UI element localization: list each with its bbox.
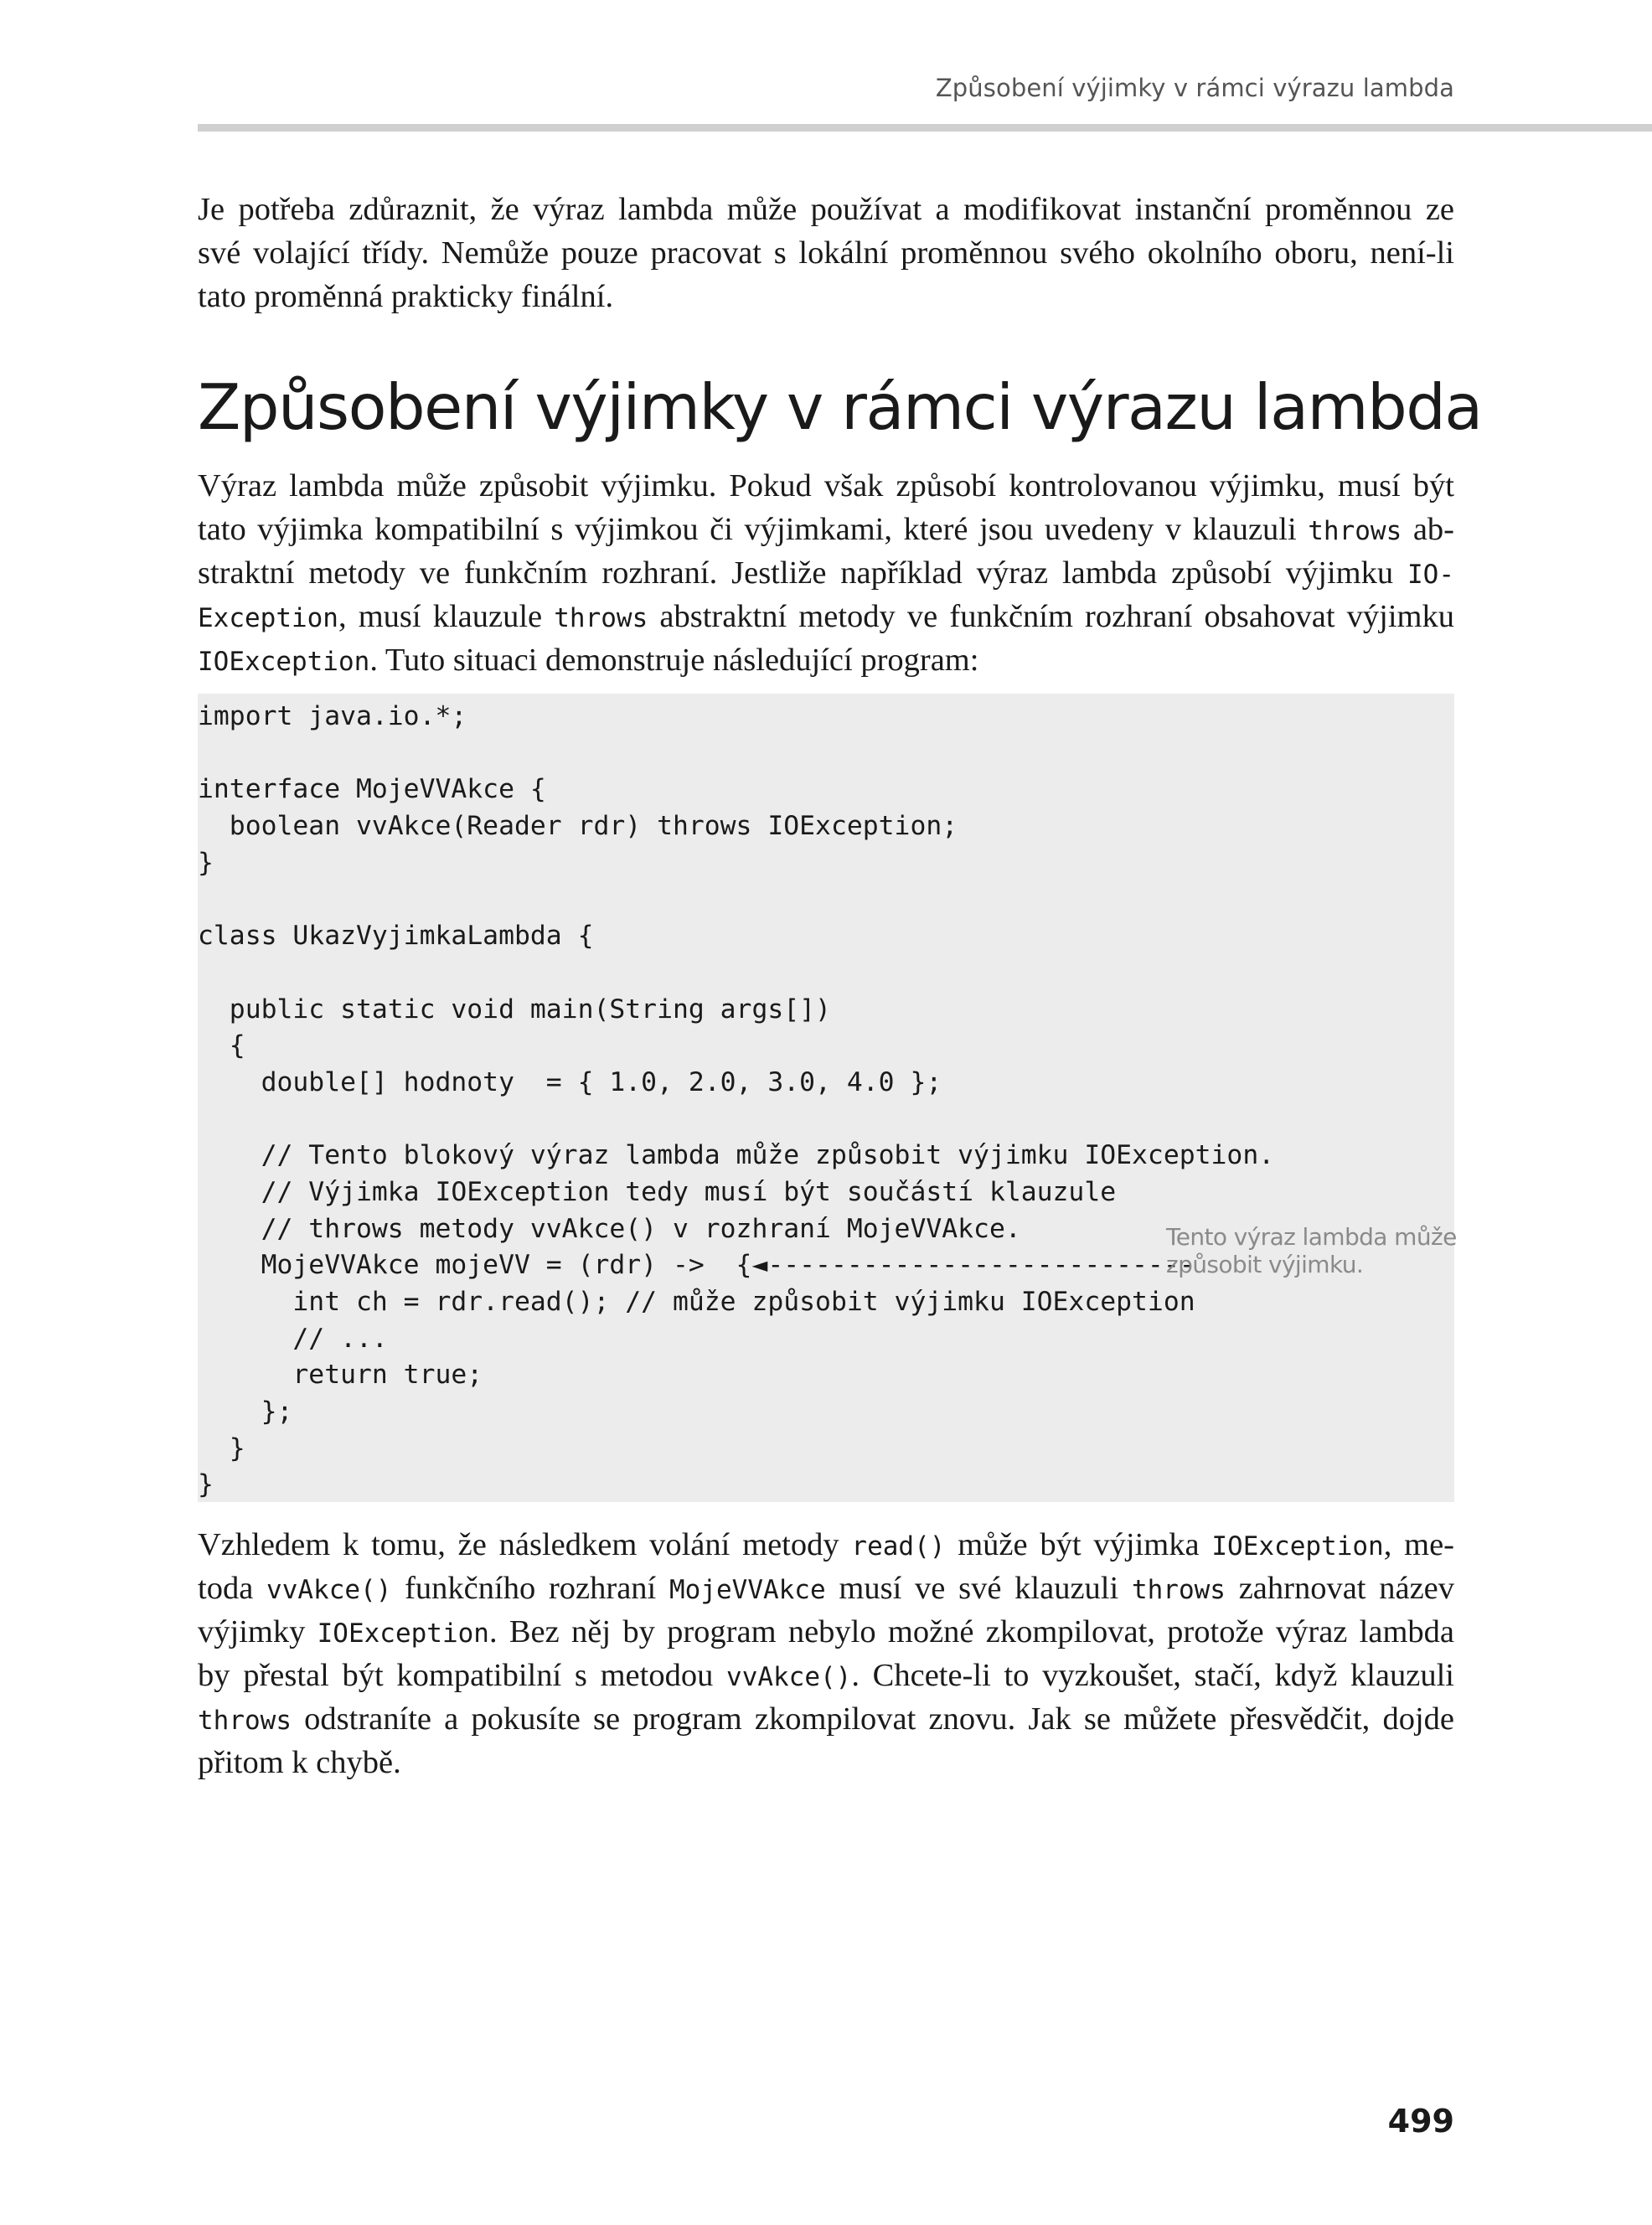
text-run: by přestal být kompatibilní s metodou (198, 1658, 727, 1693)
closing-paragraph (198, 1523, 1454, 1784)
inline-code: MojeVVAkce (669, 1575, 826, 1605)
code-line: double[] hodnoty = { 1.0, 2.0, 3.0, 4.0 }; (198, 1066, 942, 1097)
section-line-2 (198, 508, 1454, 551)
code-line: { (198, 1030, 245, 1061)
closing-line-6: přitom k chybě. (198, 1745, 401, 1780)
section-line-1: Výraz lambda může způsobit výjimku. Pokud však způsobí kontrolovanou výjimku, musí být (198, 468, 1454, 503)
closing-line-5 (198, 1697, 1454, 1741)
code-line: interface MojeVVAkce { (198, 774, 546, 805)
inline-code: IOException (317, 1618, 489, 1649)
code-line: } (198, 1433, 245, 1464)
inline-code: throws (554, 603, 648, 633)
code-line (198, 736, 1274, 772)
code-line (198, 881, 1274, 918)
code-line: } (198, 1469, 214, 1500)
code-line: public static void main(String args[]) (198, 994, 831, 1025)
text-run: . Tuto situaci demonstruje následující program: (369, 643, 979, 678)
text-run: . Bez něj by program nebylo možné zkompilovat, protože výraz lambda (488, 1614, 1455, 1649)
intro-line-2: své volající třídy. Nemůže pouze pracovat s lokální proměnnou svého okolního oboru, není-li (198, 235, 1454, 271)
inline-code: vvAkce() (726, 1662, 852, 1692)
intro-paragraph (198, 188, 1454, 318)
intro-line-1: Je potřeba zdůraznit, že výraz lambda může používat a modifikovat instanční proměnnou ze (198, 192, 1454, 227)
code-line: return true; (198, 1360, 483, 1391)
code-block (198, 699, 1274, 1504)
text-run: , me- (1383, 1527, 1454, 1562)
closing-line-2 (198, 1567, 1454, 1610)
inline-code: throws (198, 1706, 292, 1736)
section-line-5 (198, 638, 1454, 682)
text-run: toda (198, 1571, 267, 1606)
text-run: funkčního rozhraní (391, 1571, 669, 1606)
running-header: Způsobení výjimky v rámci výrazu lambda (935, 74, 1454, 102)
code-line: // Tento blokový výraz lambda může způsobit výjimku IOException. (198, 1140, 1275, 1171)
text-run: výjimky (198, 1614, 317, 1649)
code-line: // throws metody vvAkce() v rozhraní MojeVVAkce. (198, 1213, 1021, 1244)
closing-line-4 (198, 1654, 1454, 1697)
intro-line-3: tato proměnná prakticky finální. (198, 279, 614, 314)
closing-line-3 (198, 1610, 1454, 1654)
section-paragraph (198, 464, 1454, 682)
text-run: tato výjimka kompatibilní s výjimkou či výjimkami, které jsou uvedeny v klauzuli (198, 512, 1309, 547)
code-annotation (1166, 1223, 1457, 1278)
inline-code: vvAkce() (266, 1575, 392, 1605)
inline-code: IO- (1407, 560, 1454, 590)
inline-code: IOException (198, 647, 370, 677)
text-run: zahrnovat název (1225, 1571, 1455, 1606)
code-line: }; (198, 1396, 293, 1427)
code-line: } (198, 847, 214, 878)
code-line: // ... (198, 1323, 388, 1354)
code-line (198, 955, 1274, 992)
text-run: , musí klauzule (338, 599, 555, 634)
annotation-line-1: Tento výraz lambda může (1166, 1223, 1457, 1251)
text-run: odstraníte a pokusíte se program zkompilovat znovu. Jak se můžete přesvědčit, dojde (291, 1701, 1454, 1737)
section-title: Způsobení výjimky v rámci výrazu lambda (198, 370, 1482, 444)
code-line: int ch = rdr.read(); // může způsobit výjimku IOException (198, 1287, 1195, 1317)
code-line: import java.io.*; (198, 701, 467, 731)
closing-line-1 (198, 1523, 1454, 1567)
inline-code: read() (851, 1531, 946, 1562)
text-run: může být výjimka (945, 1527, 1212, 1562)
text-run: Vzhledem k tomu, že následkem volání metody (198, 1527, 852, 1562)
header-rule (198, 124, 1652, 132)
section-line-4 (198, 595, 1454, 638)
text-run: straktní metody ve funkčním rozhraní. Jestliže například výraz lambda způsobí výjimku (198, 555, 1407, 591)
code-line: class UkazVyjimkaLambda { (198, 921, 594, 952)
text-run: . Chcete-li to vyzkoušet, stačí, když klauzuli (851, 1658, 1454, 1693)
code-listing (198, 694, 1457, 1502)
text-run: musí ve své klauzuli (825, 1571, 1132, 1606)
text-run: abstraktní metody ve funkčním rozhraní obsahovat výjimku (648, 599, 1454, 634)
inline-code: Exception (198, 603, 338, 633)
inline-code: IOException (1211, 1531, 1384, 1562)
code-line: boolean vvAkce(Reader rdr) throws IOException; (198, 811, 958, 842)
section-line-3 (198, 551, 1454, 595)
inline-code: throws (1131, 1575, 1226, 1605)
code-line-annotated: MojeVVAkce mojeVV = (rdr) -> {◄--------------------------- (198, 1250, 1195, 1281)
page-number: 499 (1387, 2103, 1454, 2140)
text-run: ab- (1402, 512, 1454, 547)
code-line: // Výjimka IOException tedy musí být součástí klauzule (198, 1176, 1117, 1207)
annotation-line-2: způsobit výjimku. (1166, 1251, 1364, 1278)
code-line (198, 1102, 1274, 1138)
inline-code: throws (1308, 516, 1402, 546)
